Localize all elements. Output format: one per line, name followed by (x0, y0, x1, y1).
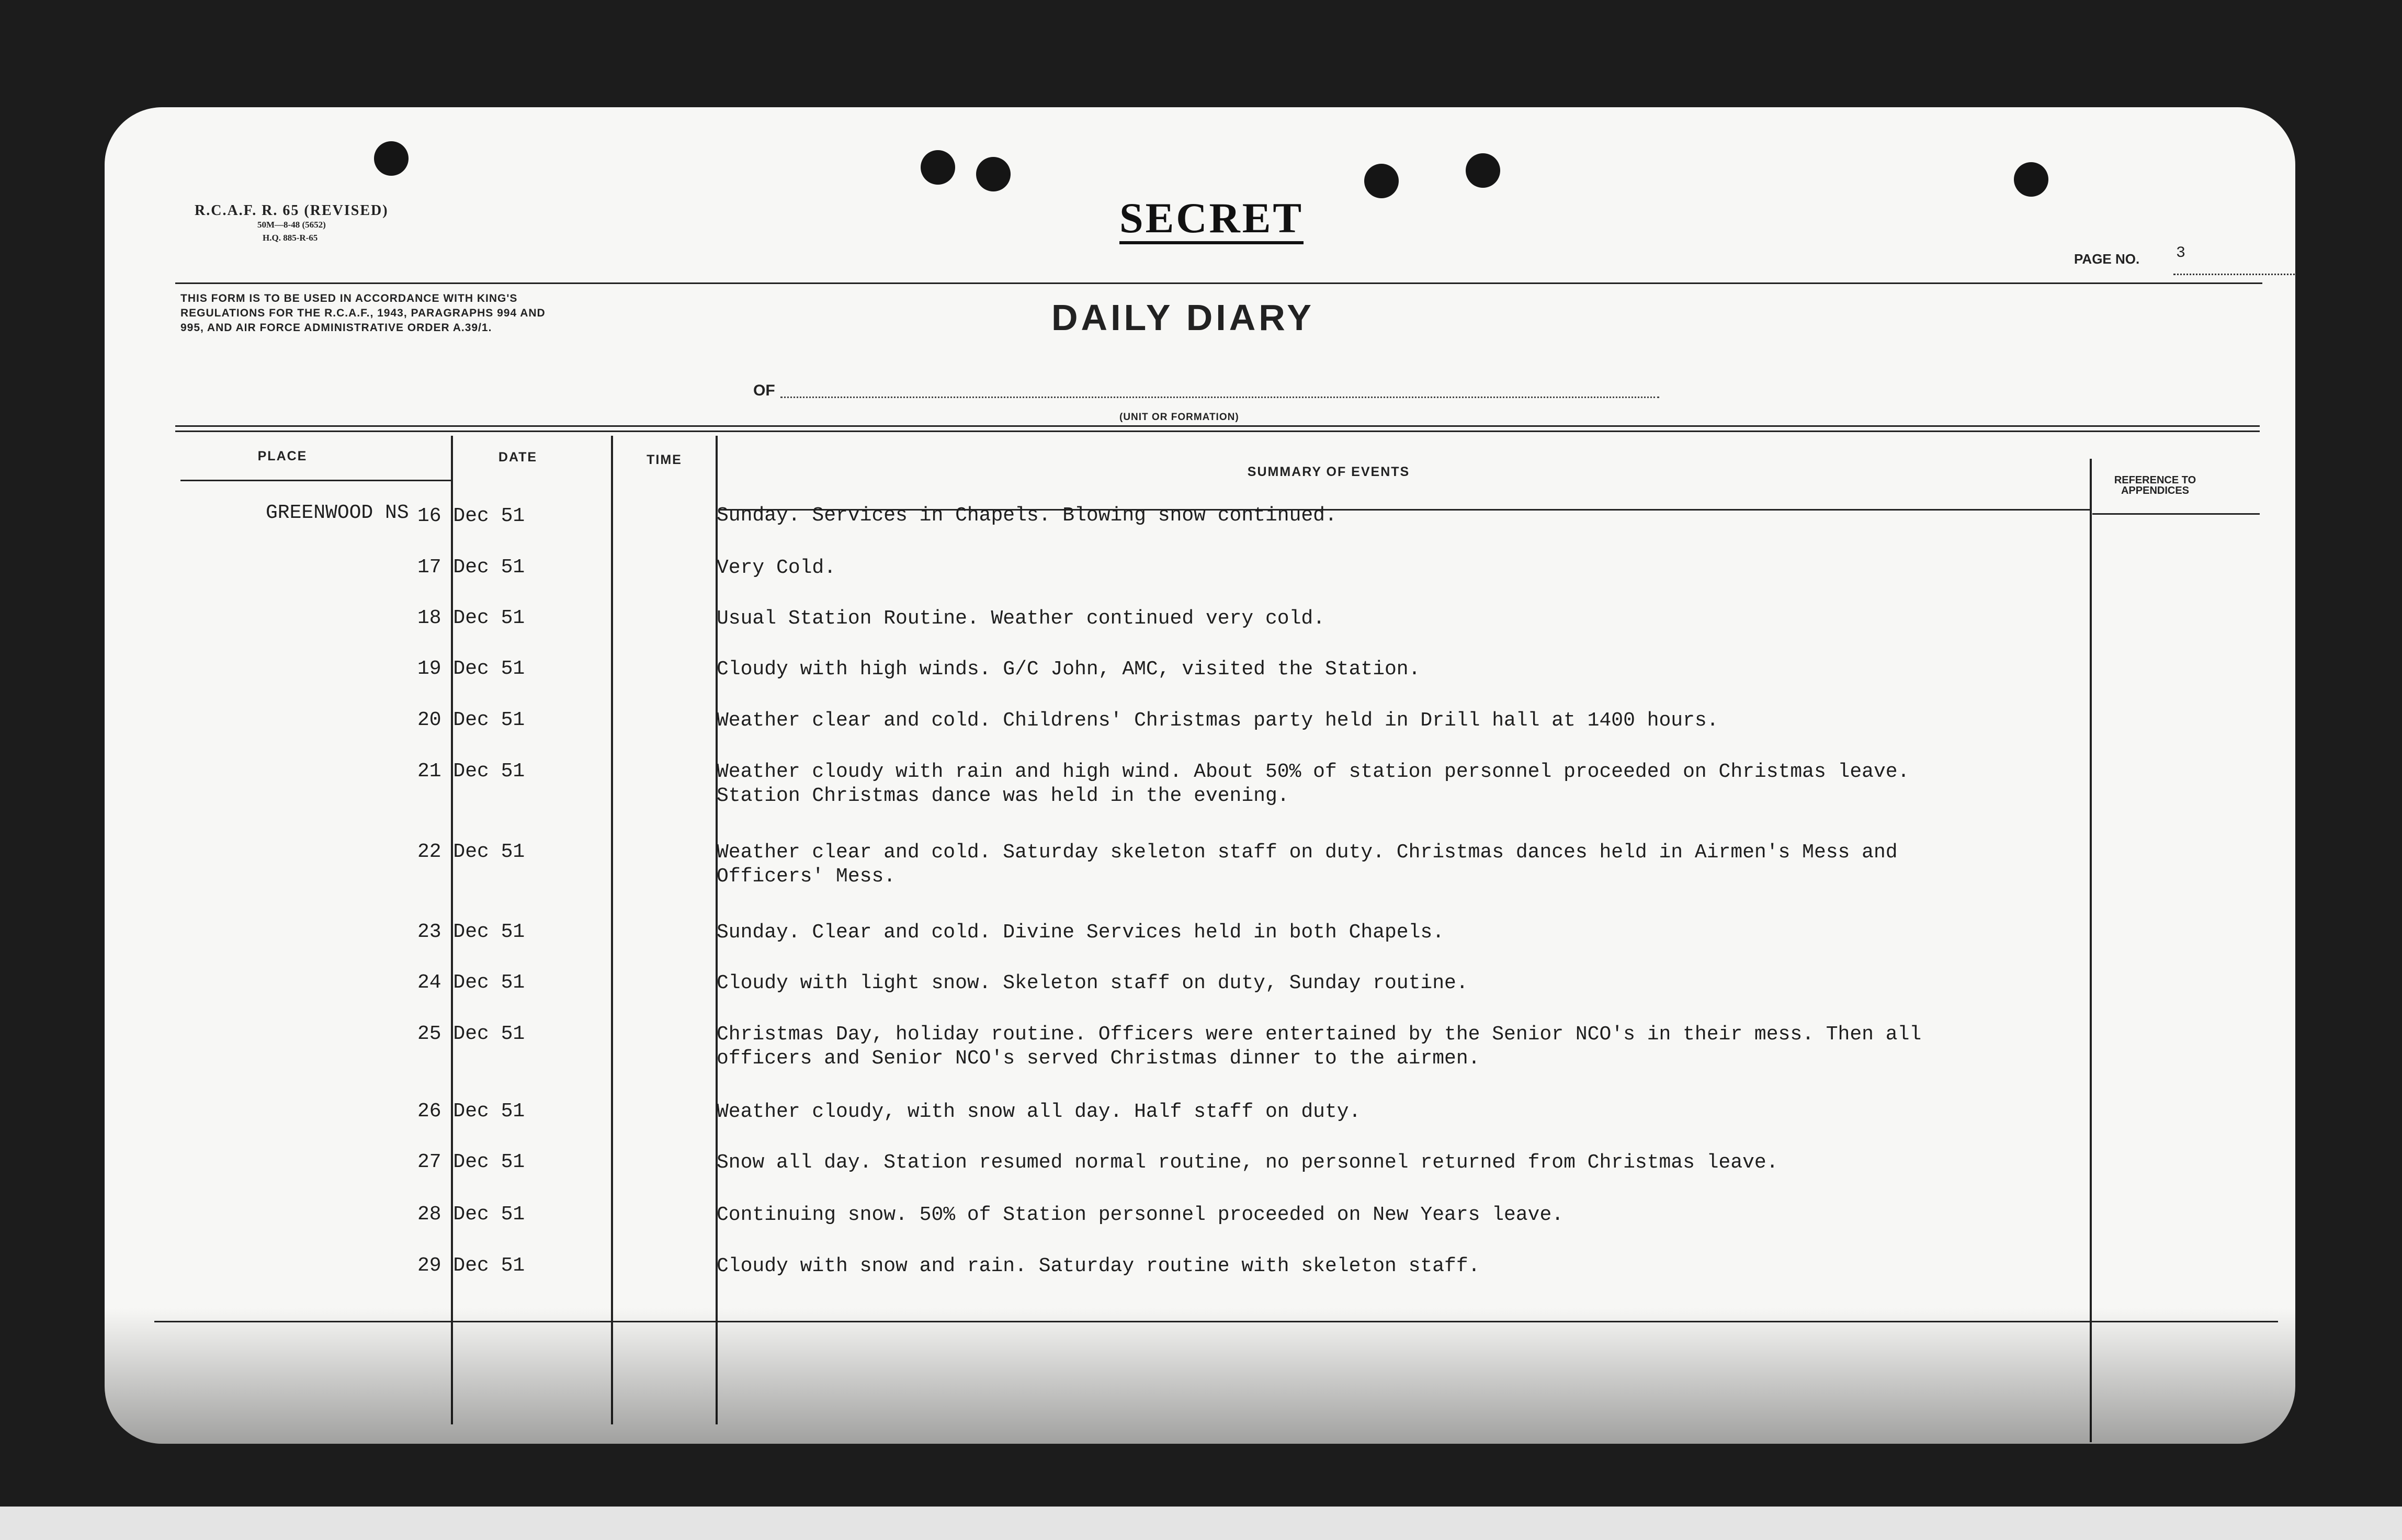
entry-date: 22 Dec 51 (417, 841, 525, 863)
diary-form-sheet (105, 107, 2295, 1444)
entry-date: 19 Dec 51 (417, 658, 525, 680)
table-top-rule (175, 431, 2260, 432)
entry-summary: Sunday. Clear and cold. Divine Services held in both Chapels. (717, 921, 1445, 944)
column-header-reference: REFERENCE TO APPENDICES (2114, 474, 2196, 496)
column-header-time: TIME (647, 452, 682, 467)
unit-fill-line (780, 397, 1659, 398)
page-number-label: PAGE NO. (2074, 251, 2140, 267)
entry-date: 23 Dec 51 (417, 921, 525, 943)
classification-stamp: SECRET (1119, 196, 1304, 244)
entry-summary: Sunday. Services in Chapels. Blowing snow continued. (717, 504, 1337, 527)
entry-summary: Weather clear and cold. Saturday skeleton staff on duty. Christmas dances held in Airmen's Mess and Officers' Mess. (717, 841, 1898, 888)
table-bottom-rule (154, 1321, 2278, 1322)
entry-date: 16 Dec 51 (417, 505, 525, 527)
form-instructions: THIS FORM IS TO BE USED IN ACCORDANCE WITH KING'S REGULATIONS FOR THE R.C.A.F., 1943, PARAGRAPHS 994 AND 995, AND AIR FORCE ADMINISTRATIVE ORDER A.39/1. (180, 292, 546, 334)
entry-summary: Christmas Day, holiday routine. Officers were entertained by the Senior NCO's in their mess. Then all officers and Senior NCO's served Christmas dinner to the airmen. (717, 1023, 1922, 1070)
column-divider (611, 436, 613, 1424)
entry-summary: Snow all day. Station resumed normal routine, no personnel returned from Christmas leave. (717, 1151, 1778, 1174)
entry-summary: Cloudy with light snow. Skeleton staff on duty, Sunday routine. (717, 972, 1468, 994)
entry-date: 25 Dec 51 (417, 1023, 525, 1045)
entry-date: 27 Dec 51 (417, 1151, 525, 1173)
entry-summary: Usual Station Routine. Weather continued very cold. (717, 607, 1325, 630)
scanner-background-strip (0, 1507, 2402, 1540)
page-number-line (2173, 274, 2295, 275)
punch-hole (1466, 153, 1500, 188)
entry-summary: Continuing snow. 50% of Station personnel proceeded on New Years leave. (717, 1204, 1564, 1226)
page-title: DAILY DIARY (1051, 297, 1315, 338)
entry-date: 28 Dec 51 (417, 1203, 525, 1226)
entry-date: 24 Dec 51 (417, 971, 525, 994)
header-divider (175, 282, 2262, 284)
place-name: GREENWOOD NS (266, 502, 409, 524)
entry-summary: Cloudy with snow and rain. Saturday routine with skeleton staff. (717, 1255, 1480, 1277)
header-underline (180, 480, 452, 481)
unit-label: (UNIT OR FORMATION) (1119, 412, 1239, 423)
column-header-summary: SUMMARY OF EVENTS (1247, 465, 1410, 479)
column-header-date: DATE (498, 450, 538, 465)
punch-hole (921, 150, 955, 185)
entry-summary: Weather cloudy with rain and high wind. About 50% of station personnel proceeded on Christmas leave. Station Christmas dance was held in the evening. (717, 761, 1910, 807)
punch-hole (1364, 164, 1399, 198)
punch-hole (374, 141, 409, 176)
table-top-rule (175, 425, 2260, 427)
column-divider (2090, 459, 2092, 1442)
hq-reference: H.Q. 885-R-65 (263, 233, 318, 243)
header-underline (2092, 513, 2260, 515)
entry-date: 21 Dec 51 (417, 760, 525, 783)
entry-summary: Weather clear and cold. Childrens' Christmas party held in Drill hall at 1400 hours. (717, 709, 1719, 732)
entry-date: 20 Dec 51 (417, 709, 525, 731)
form-number: R.C.A.F. R. 65 (REVISED) (195, 202, 389, 219)
entry-summary: Cloudy with high winds. G/C John, AMC, visited the Station. (717, 658, 1421, 681)
entry-date: 17 Dec 51 (417, 556, 525, 579)
punch-hole (2014, 162, 2048, 197)
page-number: 3 (2176, 244, 2186, 262)
column-header-place: PLACE (257, 449, 308, 463)
punch-hole (976, 157, 1011, 191)
of-label: OF (753, 382, 775, 399)
print-code: 50M—8-48 (5652) (257, 220, 326, 230)
entry-summary: Weather cloudy, with snow all day. Half staff on duty. (717, 1101, 1361, 1123)
entry-date: 26 Dec 51 (417, 1100, 525, 1123)
entry-date: 29 Dec 51 (417, 1254, 525, 1277)
entry-date: 18 Dec 51 (417, 607, 525, 629)
entry-summary: Very Cold. (717, 557, 836, 579)
